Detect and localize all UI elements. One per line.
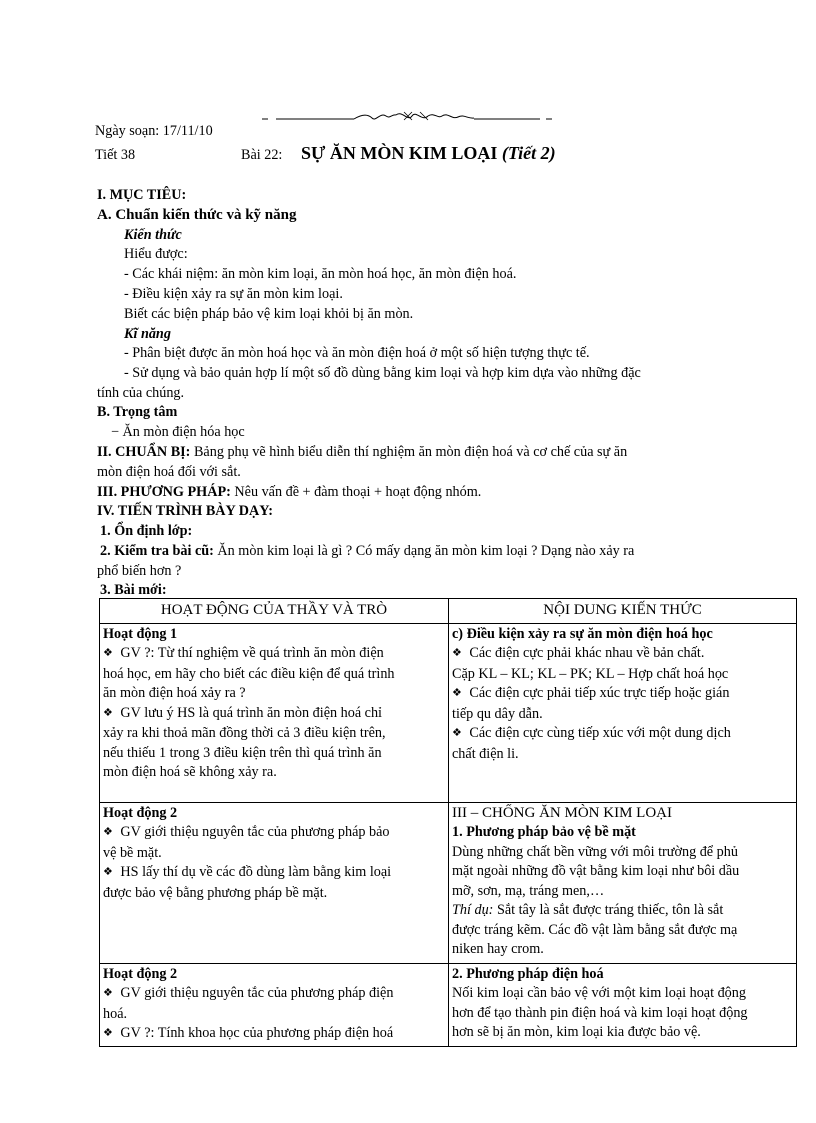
content-line: hơn để tạo thành pin điện hoá và kim loại hoạt động [452,1004,748,1021]
date-label: Ngày soạn: 17/11/10 [95,123,213,139]
content-title: 2. Phương pháp điện hoá [452,965,604,982]
lesson-table [99,598,797,1047]
content-title: 1. Phương pháp bảo vệ bề mặt [452,824,636,840]
step-2-cont: phổ biến hơn ? [97,563,182,579]
content-line: hơn sẽ bị ăn mòn, kim loại kia được bảo vệ. [452,1024,701,1040]
example-line: Thí dụ: Sắt tây là sắt được tráng thiếc, tôn là sắt [452,902,724,918]
method-line: III. PHƯƠNG PHÁP: Nêu vấn đề + đàm thoại + hoạt động nhóm. [97,484,482,500]
activity-line: nếu thiếu 1 trong 3 điều kiện trên thì quá trình ăn [103,744,382,761]
table-row [100,623,797,802]
skill-label: Kĩ năng [124,326,171,342]
focus-heading: B. Trọng tâm [97,404,178,420]
activity-cell [100,623,449,802]
content-cell [449,623,797,802]
example-line: được tráng kẽm. Các đồ vật làm bằng sắt được mạ [452,921,738,938]
activity-cell [100,802,449,963]
activity-line: hoá học, em hãy cho biết các điều kiện để quá trình [103,665,395,682]
lesson-title: SỰ ĂN MÒN KIM LOẠI (Tiết 2) [301,143,556,163]
knowledge-line: Biết các biện pháp bảo vệ kim loại khỏi bị ăn mòn. [124,306,414,322]
activity-line: được bảo vệ bằng phương pháp bề mặt. [103,884,328,901]
header-ornament [262,106,552,126]
activity-line: mòn điện hoá sẽ không xảy ra. [103,764,277,780]
objectives-heading: I. MỤC TIÊU: [97,187,187,203]
table-row [100,802,797,963]
knowledge-label: Kiến thức [124,227,182,243]
preparation-line: II. CHUẨN BỊ: Bảng phụ vẽ hình biểu diễn thí nghiệm ăn mòn điện hoá và cơ chế của sự ăn [97,444,628,460]
content-line: mặt ngoài những đồ vật bằng kim loại như bôi dầu [452,863,740,879]
activity-title: Hoạt động 2 [103,965,178,982]
content-title: c) Điều kiện xảy ra sự ăn mòn điện hoá học [452,625,713,642]
activity-title: Hoạt động 2 [103,804,178,821]
col-content-header: NỘI DUNG KIẾN THỨC [449,599,797,624]
activity-line: ❖ HS lấy thí dụ về các đồ dùng làm bằng kim loại [103,863,445,884]
activity-line: ❖ GV ?: Từ thí nghiệm về quá trình ăn mòn điện [103,644,445,665]
content-line: ❖ Các điện cực phải tiếp xúc trực tiếp hoặc gián [452,684,793,705]
skill-line: tính của chúng. [97,385,185,401]
step-3: 3. Bài mới: [100,582,167,598]
activity-line: ăn mòn điện hoá xảy ra ? [103,685,246,701]
activity-line: vệ bề mặt. [103,844,162,861]
content-line: ❖ Các điện cực cùng tiếp xúc với một dung dịch [452,724,793,745]
lesson-number: Bài 22: [241,147,283,163]
activity-line: ❖ GV ?: Tính khoa học của phương pháp điện hoá [103,1024,445,1045]
activity-line: ❖ GV giới thiệu nguyên tắc của phương pháp điện [103,984,445,1005]
content-cell [449,802,797,963]
content-line: Nối kim loại cần bảo vệ với một kim loại hoạt động [452,985,746,1001]
preparation-line: mòn điện hoá đối với sắt. [97,464,241,480]
content-line: Cặp KL – KL; KL – PK; KL – Hợp chất hoá học [452,665,729,682]
period-label: Tiết 38 [95,147,136,163]
focus-line: − Ăn mòn điện hóa học [111,424,245,440]
content-line: ❖ Các điện cực phải khác nhau về bản chất. [452,644,793,665]
step-1: 1. Ổn định lớp: [100,523,193,539]
table-row [100,963,797,1046]
content-cell [449,963,797,1046]
procedure-heading: IV. TIẾN TRÌNH BÀY DẠY: [97,503,273,519]
activity-cell [100,963,449,1046]
activity-title: Hoạt động 1 [103,625,178,642]
content-line: chất điện li. [452,745,519,762]
knowledge-line: - Các khái niệm: ăn mòn kim loại, ăn mòn hoá học, ăn mòn điện hoá. [124,266,517,282]
activity-line: hoá. [103,1005,128,1022]
content-heading: III – CHỐNG ĂN MÒN KIM LOẠI [452,804,672,821]
knowledge-line: - Điều kiện xảy ra sự ăn mòn kim loại. [124,286,343,302]
content-line: tiếp qu dây dẫn. [452,705,543,722]
step-2: 2. Kiểm tra bài cũ: Ăn mòn kim loại là gì ? Có mấy dạng ăn mòn kim loại ? Dạng nào xảy ra [100,543,635,559]
example-line: niken hay crom. [452,941,544,957]
content-line: Dùng những chất bền vững với môi trường để phủ [452,843,738,860]
skill-line: - Sử dụng và bảo quản hợp lí một số đồ dùng bằng kim loại và hợp kim dựa vào những đặc [124,365,641,381]
activity-line: ❖ GV lưu ý HS là quá trình ăn mòn điện hoá chỉ [103,704,445,725]
content-line: mỡ, sơn, mạ, tráng men,… [452,882,605,899]
col-activities-header: HOẠT ĐỘNG CỦA THẦY VÀ TRÒ [100,599,449,624]
skill-line: - Phân biệt được ăn mòn hoá học và ăn mòn điện hoá ở một số hiện tượng thực tế. [124,345,590,361]
standards-heading: A. Chuẩn kiến thức và kỹ năng [97,207,297,223]
activity-line: ❖ GV giới thiệu nguyên tắc của phương pháp bảo [103,823,445,844]
activity-line: xảy ra khi thoả mãn đồng thời cả 3 điều kiện trên, [103,725,386,741]
table-header-row [100,599,797,624]
knowledge-line: Hiểu được: [124,246,188,262]
